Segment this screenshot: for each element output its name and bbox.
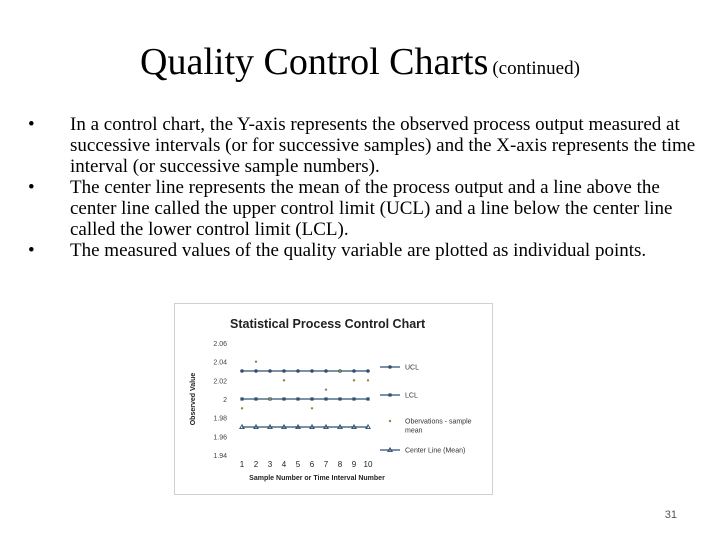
x-tick-label: 6 xyxy=(309,460,315,469)
bullet-list xyxy=(28,114,708,261)
data-point-ucl xyxy=(282,369,286,373)
x-tick-label: 10 xyxy=(363,460,373,469)
x-tick-label: 4 xyxy=(281,460,287,469)
legend-label: Center Line (Mean) xyxy=(405,447,466,455)
data-point-lcl xyxy=(282,397,285,400)
data-point-ucl xyxy=(268,369,272,373)
data-point-obervations-sample-mean xyxy=(367,379,369,381)
legend-marker-lcl xyxy=(388,393,391,396)
data-point-ucl xyxy=(324,369,328,373)
legend-marker-ucl xyxy=(388,365,392,369)
control-chart-image xyxy=(174,303,493,495)
y-tick-label: 1.98 xyxy=(213,415,227,423)
control-chart-svg xyxy=(175,304,492,494)
data-point-lcl xyxy=(352,397,355,400)
bullet-item xyxy=(28,240,708,261)
data-point-obervations-sample-mean xyxy=(311,407,313,409)
legend-label: mean xyxy=(405,427,423,435)
data-point-lcl xyxy=(240,397,243,400)
x-tick-label: 9 xyxy=(351,460,357,469)
data-point-ucl xyxy=(296,369,300,373)
data-point-obervations-sample-mean xyxy=(283,379,285,381)
x-tick-label: 2 xyxy=(253,460,259,469)
slide-title xyxy=(0,40,720,84)
chart-title: Statistical Process Control Chart xyxy=(230,317,426,331)
data-point-obervations-sample-mean xyxy=(269,398,271,400)
legend-label: Obervations - sample xyxy=(405,418,472,426)
x-axis-label: Sample Number or Time Interval Number xyxy=(249,475,385,482)
legend-label: UCL xyxy=(405,364,420,372)
bullet-dot-icon: • xyxy=(28,114,35,135)
data-point-lcl xyxy=(254,397,257,400)
data-point-lcl xyxy=(338,397,341,400)
data-point-obervations-sample-mean xyxy=(255,360,257,362)
page-number: 31 xyxy=(664,509,677,521)
data-point-ucl xyxy=(254,369,258,373)
y-tick-label: 1.94 xyxy=(213,453,227,460)
y-tick-label: 2.02 xyxy=(213,378,227,386)
x-tick-label: 1 xyxy=(239,460,245,469)
bullet-item xyxy=(28,177,708,240)
legend-marker-obervations-sample-mean xyxy=(389,420,391,422)
legend-label: LCL xyxy=(405,392,418,400)
data-point-lcl xyxy=(296,397,299,400)
bullet-dot-icon: • xyxy=(28,240,35,261)
data-point-ucl xyxy=(310,369,314,373)
x-tick-label: 3 xyxy=(267,460,273,469)
y-axis-label: Observed Value xyxy=(190,372,197,426)
bullet-text: In a control chart, the Y-axis represents the observed process output measured at successive intervals (or for successive samples) and the X-axis represents the time interval (or successive sample numbers). xyxy=(70,114,696,177)
x-tick-label: 8 xyxy=(337,460,343,469)
data-point-obervations-sample-mean xyxy=(353,379,355,381)
slide-title-main: Quality Control Charts xyxy=(140,41,489,83)
data-point-obervations-sample-mean xyxy=(241,407,243,409)
bullet-text: The center line represents the mean of the process output and a line above the center line called the upper control limit (UCL) and a line below the center line called the lower control limit (LCL). xyxy=(70,177,673,240)
y-tick-label: 2 xyxy=(223,397,227,404)
data-point-lcl xyxy=(366,397,369,400)
data-point-ucl xyxy=(352,369,356,373)
y-tick-label: 1.96 xyxy=(213,434,227,442)
slide-title-sub: (continued) xyxy=(492,58,580,79)
data-point-lcl xyxy=(324,397,327,400)
data-point-obervations-sample-mean xyxy=(325,388,327,390)
bullet-item xyxy=(28,114,708,177)
data-point-ucl xyxy=(240,369,244,373)
x-tick-label: 5 xyxy=(295,460,301,469)
bullet-dot-icon: • xyxy=(28,177,35,198)
bullet-text: The measured values of the quality variable are plotted as individual points. xyxy=(70,240,647,261)
x-tick-label: 7 xyxy=(323,460,329,469)
y-tick-label: 2.04 xyxy=(213,359,227,367)
data-point-ucl xyxy=(366,369,370,373)
data-point-lcl xyxy=(310,397,313,400)
y-tick-label: 2.06 xyxy=(213,341,227,348)
data-point-obervations-sample-mean xyxy=(339,370,341,372)
